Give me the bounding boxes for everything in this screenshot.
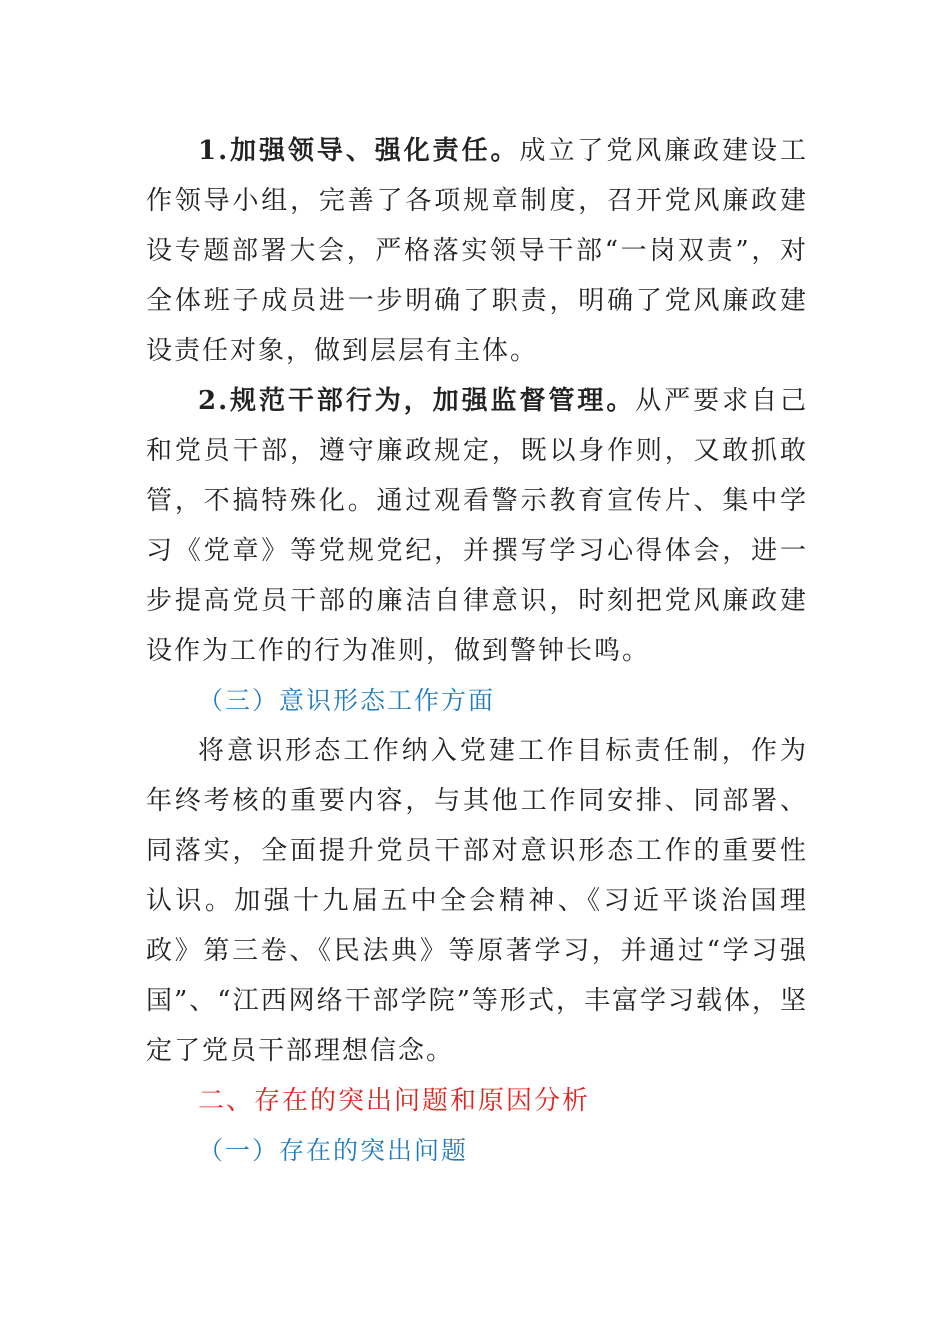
paragraph-item-1 — [146, 126, 808, 376]
paragraph-item-2 — [146, 376, 808, 676]
part-2-subsection-1-heading: （一）存在的突出问题 — [198, 1136, 469, 1165]
paragraph-item-2-body: 从严要求自己和党员干部，遵守廉政规定，既以身作则，又敢抓敢管，不搞特殊化。通过观看警示教育宣传片、集中学习《党章》等党规党纪，并撰写学习心得体会，进一步提高党员干部的廉洁自律意识，时刻把党风廉政建设作为工作的行为准则，做到警钟长鸣。 — [146, 386, 808, 666]
paragraph-item-2-lead: 2.规范干部行为，加强监督管理。 — [198, 386, 636, 416]
paragraph-item-1-lead: 1.加强领导、强化责任。 — [198, 136, 520, 166]
section-3-paragraph: 将意识形态工作纳入党建工作目标责任制，作为年终考核的重要内容，与其他工作同安排、同部署、同落实，全面提升党员干部对意识形态工作的重要性认识。加强十九届五中全会精神、《习近平谈治国理政》第三卷、《民法典》等原著学习，并通过“学习强国”、“江西网络干部学院”等形式，丰富学习载体，坚定了党员干部理想信念。 — [146, 736, 808, 1066]
paragraph-item-1-body: 成立了党风廉政建设工作领导小组，完善了各项规章制度，召开党风廉政建设专题部署大会，严格落实领导干部“一岗双责”，对全体班子成员进一步明确了职责，明确了党风廉政建设责任对象，做到层层有主体。 — [146, 136, 808, 366]
document-body — [146, 126, 808, 1176]
section-3-heading: （三）意识形态工作方面 — [198, 686, 496, 715]
part-2-heading: 二、存在的突出问题和原因分析 — [198, 1086, 591, 1116]
